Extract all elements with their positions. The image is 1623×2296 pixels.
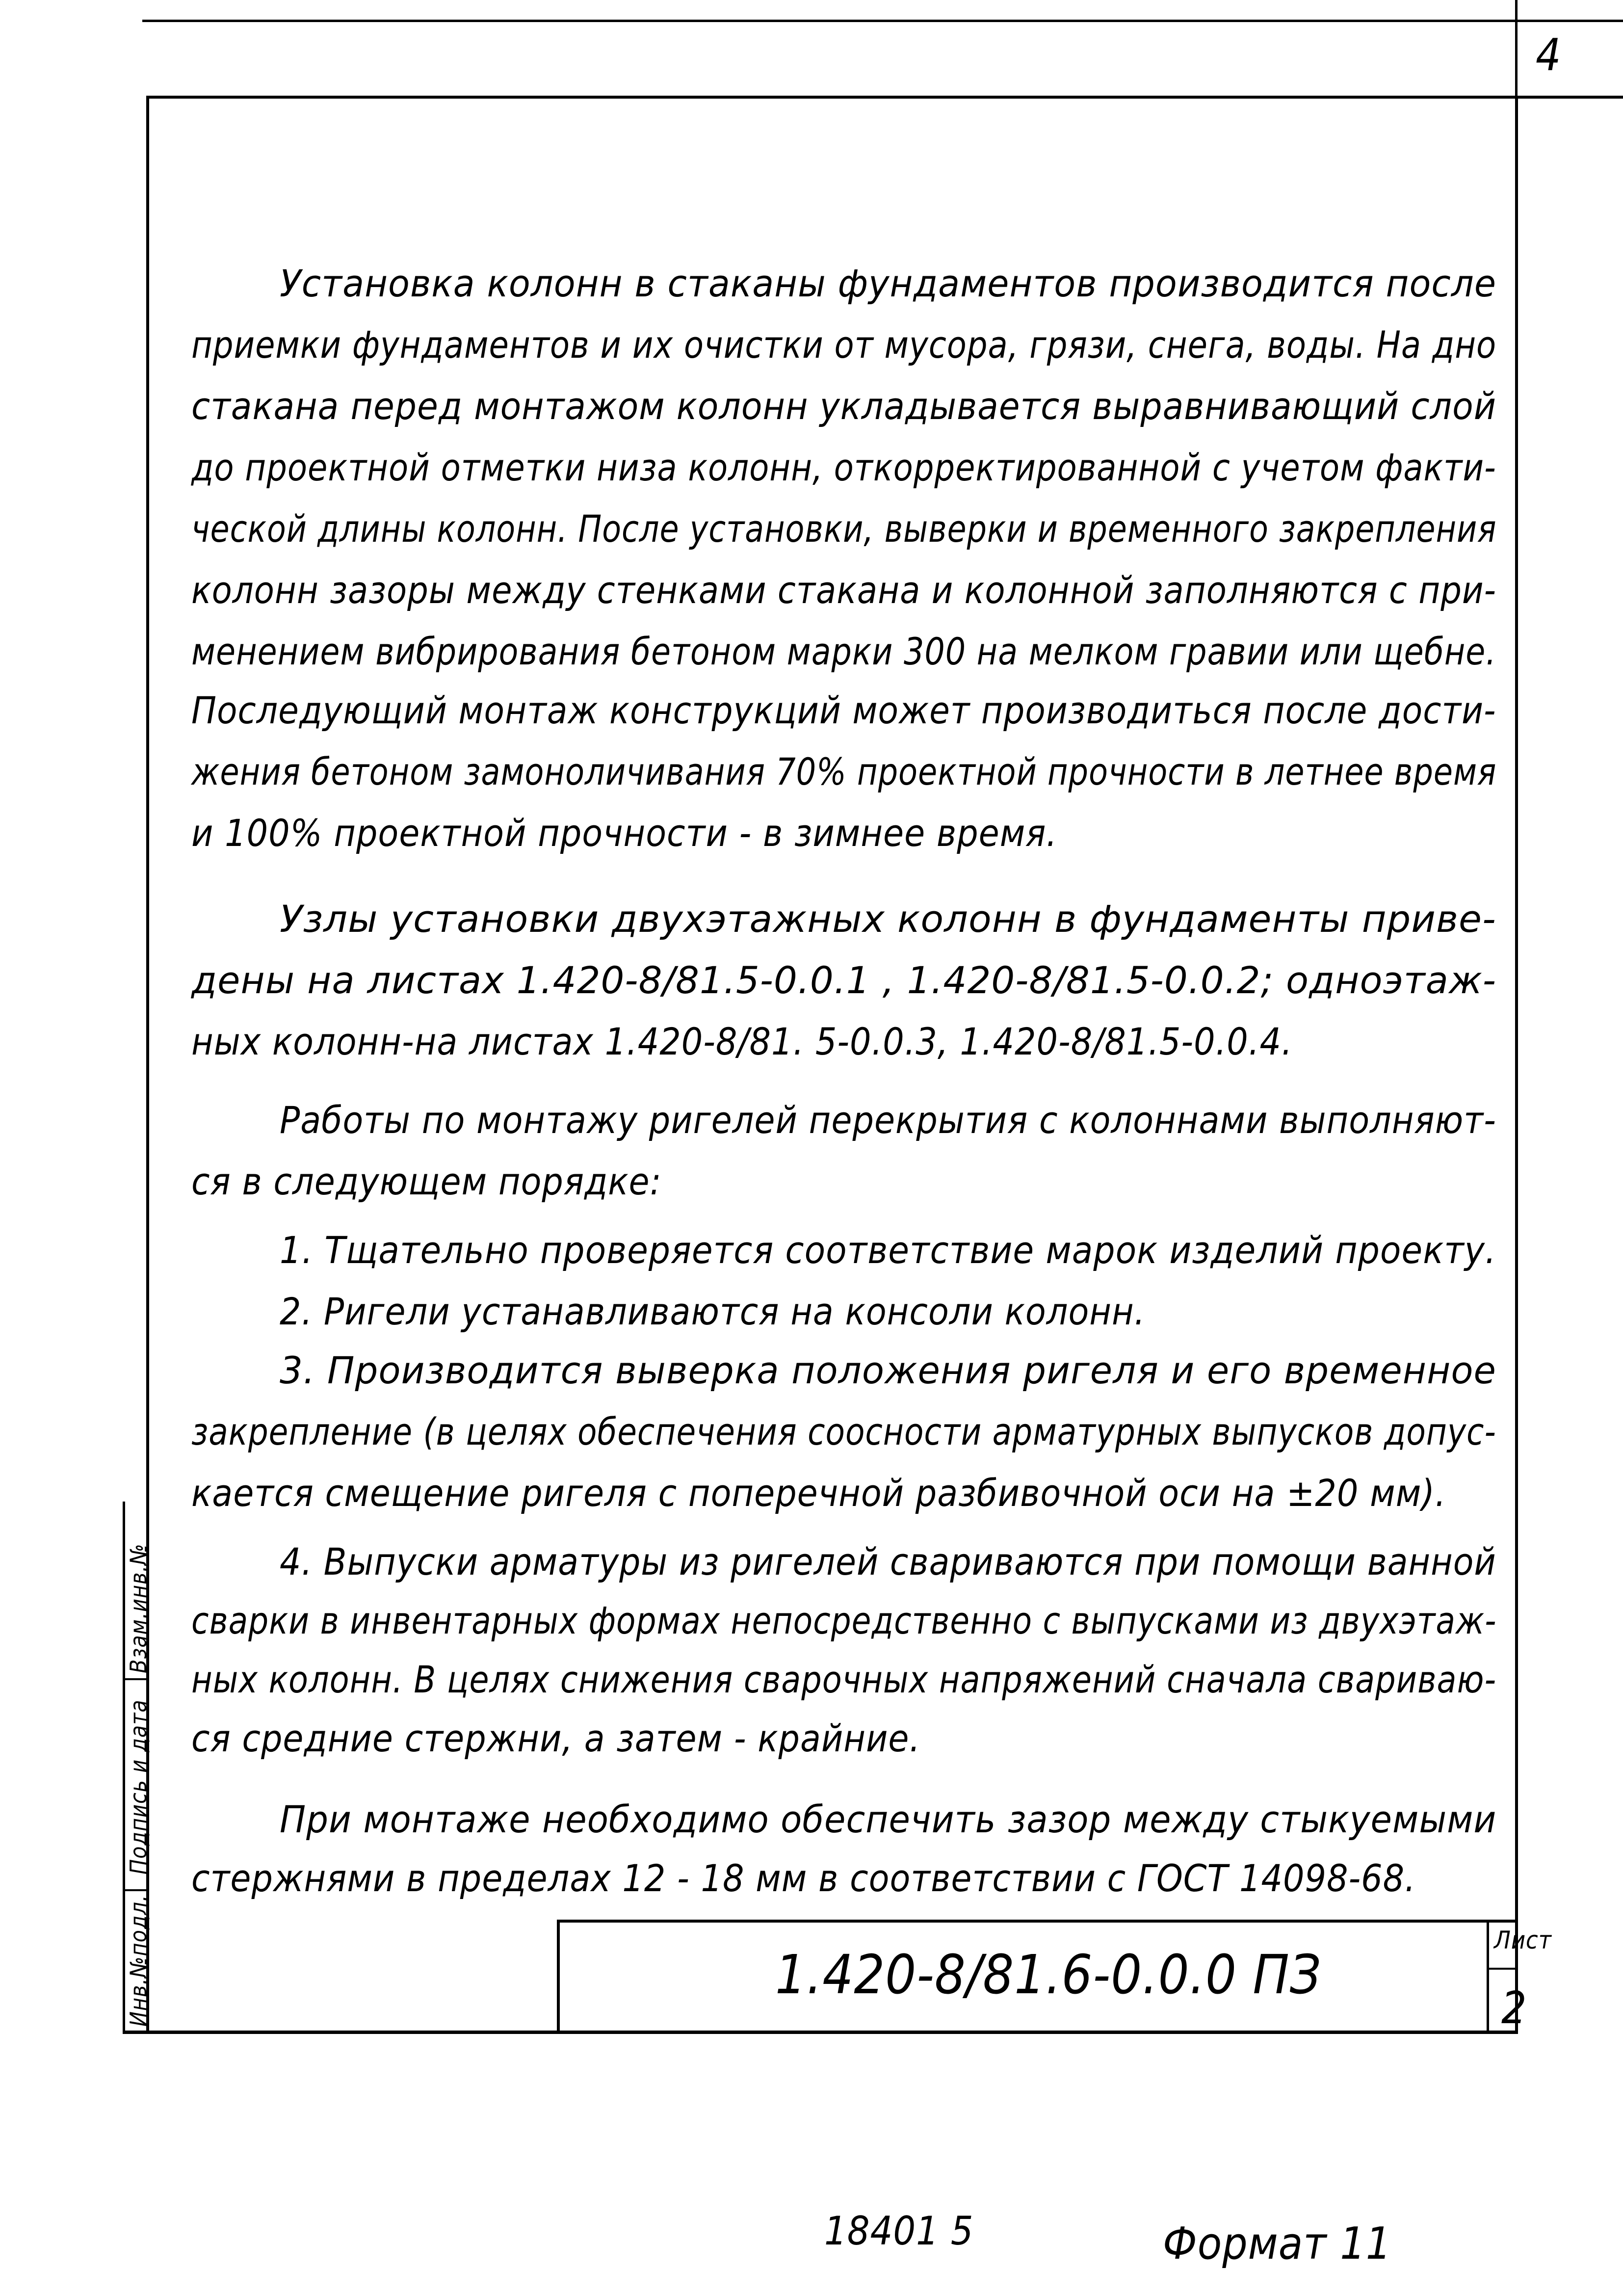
body-line: приемки фундаментов и их очистки от мусора, грязи, снега, воды. На дно [191,323,1497,367]
page-number-box-left [1515,0,1518,98]
body-line: ных колонн-на листах 1.420-8/81. 5-0.0.3, 1.420-8/81.5-0.0.4. [191,1020,1293,1063]
body-line: 2. Ригели устанавливаются на консоли колонн. [280,1290,1146,1333]
body-line: Работы по монтажу ригелей перекрытия с колоннами выполняют- [280,1098,1496,1142]
stamp-divider-1 [123,1678,147,1680]
body-line: менением вибрирования бетоном марки 300 на мелком гравии или щебне. [191,630,1496,673]
stamp-replaced-inv: Взам.инв.№ [125,1543,152,1673]
body-line: 4. Выпуски арматуры из ригелей свариваются при помощи ванной [280,1540,1496,1583]
body-line: ся в следующем порядке: [191,1160,662,1203]
body-line: и 100% проектной прочности - в зимнее время. [191,811,1058,855]
stamp-signature-date: Подпись и дата [125,1699,152,1874]
sheet-label: Лист [1494,1926,1552,1954]
title-block-top [557,1920,1518,1923]
body-line: ных колонн. В целях снижения сварочных напряжений сначала свариваю- [191,1658,1496,1701]
sheet-cell-left [1487,1920,1489,2032]
body-line: жения бетоном замоноличивания 70% проектной прочности в летнее время [191,750,1497,793]
frame-top [146,96,1623,99]
body-line: колонн зазоры между стенками стакана и колонной заполняются с при- [191,568,1496,612]
body-line: дены на листах 1.420-8/81.5-0.0.1 , 1.420-8/81.5-0.0.2; одноэтаж- [191,958,1497,1002]
body-line: стакана перед монтажом колонн укладывается выравнивающий слой [191,384,1496,428]
body-line: Узлы установки двухэтажных колонн в фундаменты приве- [280,897,1496,941]
body-line: до проектной отметки низа колонн, откорректированной с учетом факти- [191,446,1496,489]
body-line: закрепление (в целях обеспечения соосности арматурных выпусков допус- [191,1410,1496,1453]
body-line: 1. Тщательно проверяется соответствие марок изделий проекту. [280,1228,1496,1272]
frame-right [1515,96,1518,2034]
document-code: 1.420-8/81.6-0.0.0 ПЗ [775,1943,1322,2006]
sheet-number: 2 [1501,1982,1527,2034]
title-block-left [557,1920,560,2032]
body-line: сварки в инвентарных формах непосредственно с выпусками из двухэтаж- [191,1599,1497,1642]
body-line: ся средние стержни, а затем - крайние. [191,1716,921,1760]
page-number: 4 [1536,29,1562,81]
body-line: ческой длины колонн. После установки, выверки и временного закрепления [191,507,1497,551]
format-label: Формат 11 [1163,2218,1392,2270]
sheet-cell-divider [1487,1968,1517,1970]
frame-bottom [123,2031,1518,2034]
body-line: стержнями в пределах 12 - 18 мм в соответствии с ГОСТ 14098-68. [191,1856,1416,1900]
body-line: 3. Производится выверка положения ригеля и его временное [280,1348,1497,1392]
top-border [142,20,1623,22]
order-number: 18401 5 [824,2208,974,2254]
body-line: При монтаже необходимо обеспечить зазор между стыкуемыми [280,1797,1497,1841]
stamp-inv-no: Инв.№подл. [125,1894,152,2027]
stamp-divider-2 [123,1889,147,1891]
body-line: Последующий монтаж конструкций может производиться после дости- [191,688,1496,732]
body-line: Установка колонн в стаканы фундаментов производится после [280,262,1497,305]
body-line: кается смещение ригеля с поперечной разбивочной оси на ±20 мм). [191,1471,1446,1515]
